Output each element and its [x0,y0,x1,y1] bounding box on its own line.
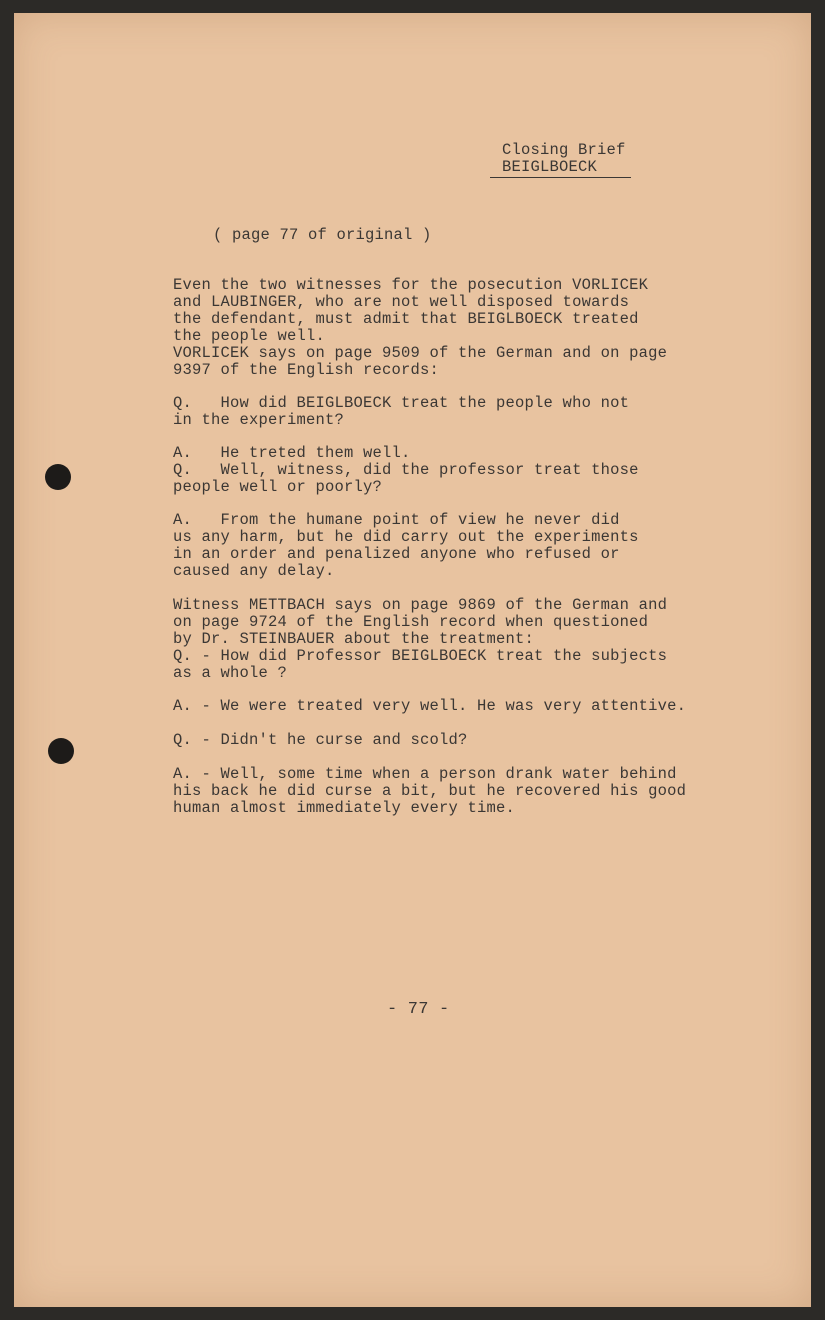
question-1: Q. How did BEIGLBOECK treat the people who not in the experiment? [173,394,630,429]
page-number: - 77 - [387,1000,450,1019]
punch-hole [45,464,71,490]
page-reference: ( page 77 of original ) [213,226,432,244]
paragraph-intro: Even the two witnesses for the posecution VORLICEK and LAUBINGER, who are not well disposed towards the defendant, must admit that BEIGLBOECK treated the people well. VORLICEK says on page 9509 of the German and on page 9397 of the English records: [173,276,668,379]
header-underline [490,177,631,178]
paragraph-mettbach: Witness METTBACH says on page 9869 of the German and on page 9724 of the English record when questioned by Dr. STEINBAUER about the treatment: Q. - How did Professor BEIGLBOECK treat the subjects as a whole ? [173,596,668,682]
header-line-2: BEIGLBOECK [502,158,598,176]
question-2: Q. - Didn't he curse and scold? [173,731,468,749]
answer-2: A. From the humane point of view he never did us any harm, but he did carry out the experiments in an order and penalized anyone who refused or caused any delay. [173,511,639,580]
answer-4: A. - Well, some time when a person drank water behind his back he did curse a bit, but he recovered his good human almost immediately every time. [173,765,687,817]
header-line-1: Closing Brief [502,141,626,159]
answer-3: A. - We were treated very well. He was very attentive. [173,697,687,715]
punch-hole [48,738,74,764]
answer-1: A. He treted them well. Q. Well, witness, did the professor treat those people well or poorly? [173,444,639,496]
